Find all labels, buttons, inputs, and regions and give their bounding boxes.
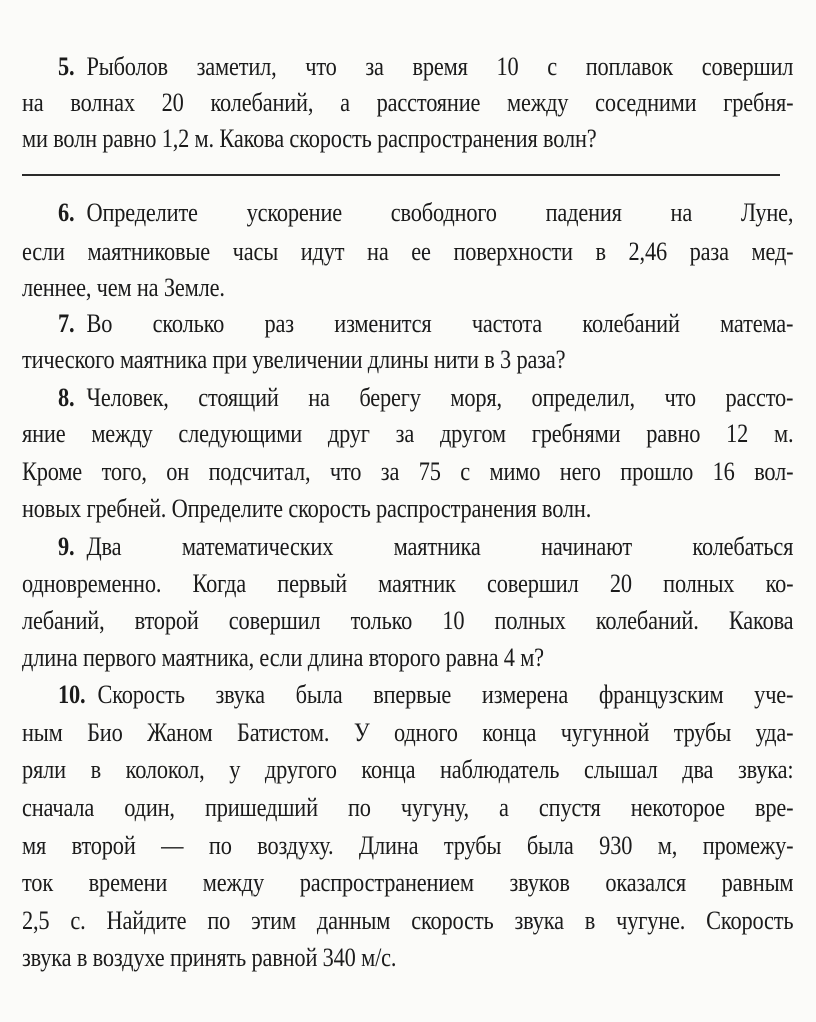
problem-line: 9. Два математических маятника начинают колебаться xyxy=(58,532,794,561)
problem-number: 10. xyxy=(58,680,86,709)
problem-line: ток времени между распространением звуков оказался равным xyxy=(22,868,794,897)
problem-number: 8. xyxy=(58,383,75,412)
problem-line: 10. Скорость звука была впервые измерена французским уче- xyxy=(58,680,794,709)
problem-line: тического маятника при увеличении длины нити в 3 раза? xyxy=(22,345,566,374)
problem-line: мя второй — по воздуху. Длина трубы была 930 м, промежу- xyxy=(22,831,794,860)
problem-line: новых гребней. Определите скорость распространения волн. xyxy=(22,494,592,523)
problem-line: звука в воздухе принять равной 340 м/с. xyxy=(22,943,397,972)
problem-line: леннее, чем на Земле. xyxy=(22,273,225,302)
problem-line: сначала один, пришедший по чугуну, а спустя некоторое вре- xyxy=(22,793,794,822)
problem-line: ми волн равно 1,2 м. Какова скорость распространения волн? xyxy=(22,124,597,153)
problem-line: на волнах 20 колебаний, а расстояние между соседними гребня- xyxy=(22,88,794,117)
problem-line: лебаний, второй совершил только 10 полных колебаний. Какова xyxy=(22,606,794,635)
problem-line: Кроме того, он подсчитал, что за 75 с мимо него прошло 16 вол- xyxy=(22,457,794,486)
problem-line: ряли в колокол, у другого конца наблюдатель слышал два звука: xyxy=(22,755,794,784)
problem-line: одновременно. Когда первый маятник совершил 20 полных ко- xyxy=(22,569,794,598)
divider-line xyxy=(22,174,780,176)
problem-line: если маятниковые часы идут на ее поверхности в 2,46 раза мед- xyxy=(22,237,794,266)
problem-line: 8. Человек, стоящий на берегу моря, определил, что рассто- xyxy=(58,383,794,412)
problem-line: ным Био Жаном Батистом. У одного конца чугунной трубы уда- xyxy=(22,718,794,747)
problem-number: 6. xyxy=(58,198,75,227)
problem-line: 5. Рыболов заметил, что за время 10 с поплавок совершил xyxy=(58,52,794,81)
problem-line: 2,5 с. Найдите по этим данным скорость звука в чугуне. Скорость xyxy=(22,906,794,935)
problem-number: 5. xyxy=(58,52,75,81)
problem-number: 7. xyxy=(58,309,75,338)
problem-line: длина первого маятника, если длина второго равна 4 м? xyxy=(22,643,544,672)
problem-number: 9. xyxy=(58,532,75,561)
problem-line: 6. Определите ускорение свободного падения на Луне, xyxy=(58,198,794,227)
problem-line: яние между следующими друг за другом гребнями равно 12 м. xyxy=(22,419,794,448)
problem-line: 7. Во сколько раз изменится частота колебаний матема- xyxy=(58,309,794,338)
